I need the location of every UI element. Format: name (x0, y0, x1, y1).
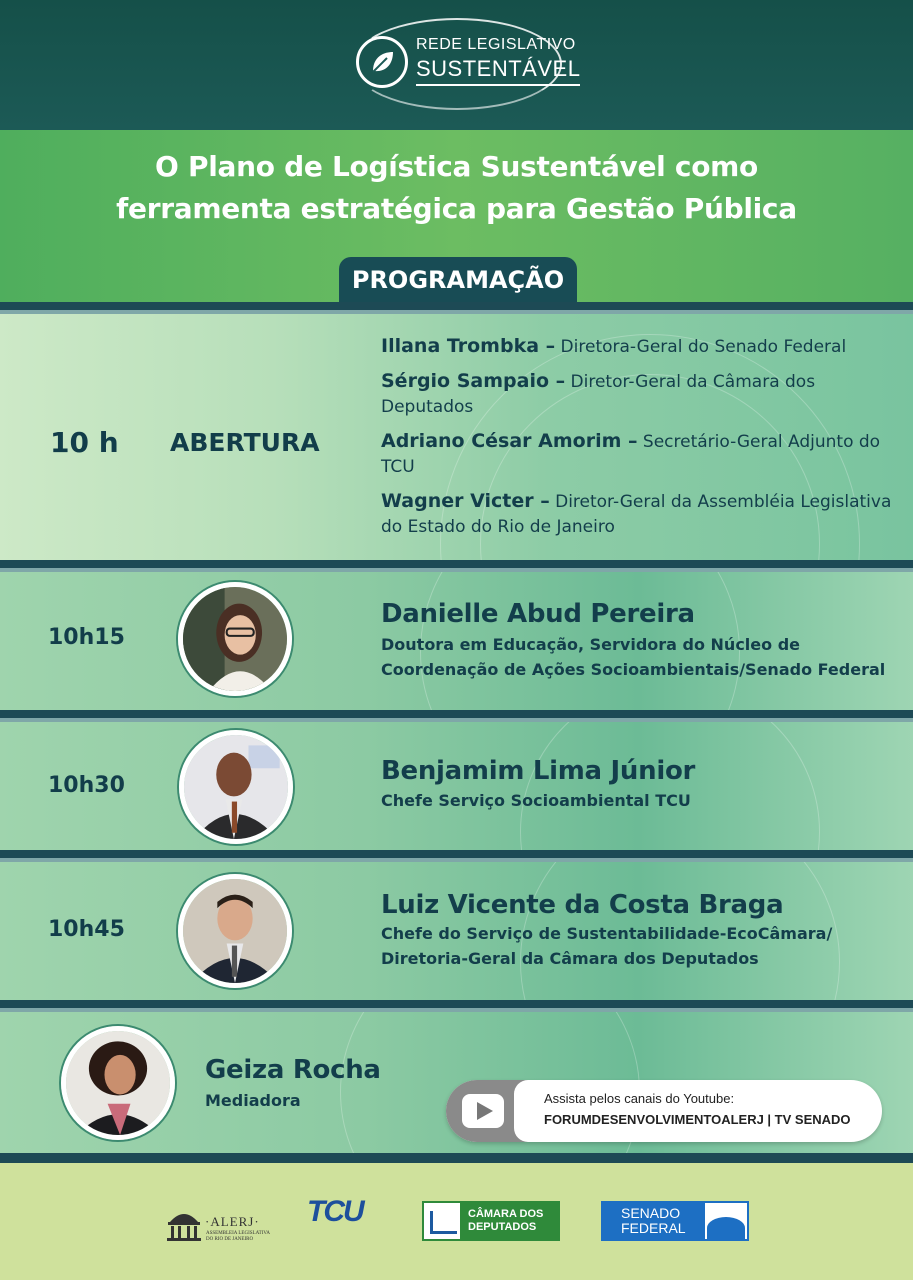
camara-logo-text: CÂMARA DOS DEPUTADOS (468, 1208, 544, 1233)
youtube-caption: Assista pelos canais do Youtube: (544, 1091, 735, 1106)
senado-logo-text (621, 1206, 686, 1236)
speaker-name: Benjamim Lima Júnior (381, 756, 696, 786)
mediator-role: Mediadora (205, 1091, 301, 1110)
camara-emblem-icon (424, 1203, 460, 1239)
speaker-role (381, 632, 885, 682)
speaker-role-line: Chefe Serviço Socioambiental TCU (381, 791, 691, 810)
alerj-logo-subtext: ASSEMBLEIA LEGISLATIVA DO RIO DE JANEIRO (206, 1231, 270, 1242)
speaker-photo (178, 582, 292, 696)
speaker-role: Secretário-Geral Adjunto do TCU (381, 432, 881, 477)
speaker-photo (179, 730, 293, 844)
speaker-role: Diretor-Geral da Assembléia Legislativa do Estado do Rio de Janeiro (381, 492, 892, 537)
senado-logo (601, 1201, 749, 1241)
speaker-item (381, 334, 901, 360)
page-title (0, 146, 913, 230)
tcu-logo: TCU (307, 1195, 363, 1228)
youtube-banner[interactable] (446, 1080, 882, 1142)
logo-text-line2: SUSTENTÁVEL (416, 56, 580, 86)
speaker-role-line: Doutora em Educação, Servidora do Núcleo de (381, 635, 800, 654)
leaf-icon (356, 36, 408, 88)
opening-label: ABERTURA (170, 428, 320, 457)
divider (0, 302, 913, 314)
speaker-role-line: Chefe do Serviço de Sustentabilidade-EcoCâmara/ (381, 924, 833, 943)
speaker-role: Diretora-Geral do Senado Federal (555, 337, 847, 357)
speaker-role-line: Coordenação de Ações Socioambientais/Senado Federal (381, 660, 886, 679)
speaker-photo (178, 874, 292, 988)
senado-line1: SENADO (621, 1205, 681, 1221)
session-time: 10h30 (48, 773, 125, 798)
speaker-name: Illana Trombka – (381, 335, 556, 357)
speaker-name: Adriano César Amorim – (381, 430, 638, 452)
logo-text-line1: REDE LEGISLATIVO (416, 36, 576, 53)
camara-logo (422, 1201, 560, 1241)
divider (0, 850, 913, 862)
speaker-name: Sérgio Sampaio – (381, 370, 566, 392)
title-line1: O Plano de Logística Sustentável como (155, 150, 758, 183)
senado-line2: FEDERAL (621, 1220, 686, 1236)
speaker-name: Wagner Victer – (381, 490, 550, 512)
mediator-name: Geiza Rocha (205, 1055, 381, 1085)
alerj-building-icon (164, 1204, 204, 1244)
speaker-item (381, 489, 901, 540)
speaker-role (381, 921, 832, 971)
session-time: 10h15 (48, 625, 125, 650)
opening-time: 10 h (50, 426, 119, 459)
speaker-item (381, 429, 901, 480)
speaker-role (381, 788, 691, 813)
speaker-name: Danielle Abud Pereira (381, 599, 695, 629)
divider (0, 560, 913, 572)
title-line2: ferramenta estratégica para Gestão Pública (116, 192, 797, 225)
speaker-name: Luiz Vicente da Costa Braga (381, 890, 784, 920)
divider (0, 710, 913, 722)
alerj-logo-text: ·ALERJ· (205, 1214, 260, 1229)
youtube-play-icon[interactable] (446, 1080, 528, 1142)
mediator-photo (61, 1026, 175, 1140)
divider (0, 1153, 913, 1163)
programacao-tab: PROGRAMAÇÃO (339, 257, 577, 303)
speaker-role: Diretor-Geral da Câmara dos Deputados (381, 372, 816, 417)
speaker-role-line: Diretoria-Geral da Câmara dos Deputados (381, 949, 759, 968)
session-row (0, 722, 913, 850)
senado-dome-icon (705, 1203, 747, 1239)
opening-speakers (381, 334, 901, 549)
divider (0, 1000, 913, 1012)
session-time: 10h45 (48, 917, 125, 942)
speaker-item (381, 369, 901, 420)
youtube-channels[interactable]: FORUMDESENVOLVIMENTOALERJ | TV SENADO (544, 1112, 851, 1127)
